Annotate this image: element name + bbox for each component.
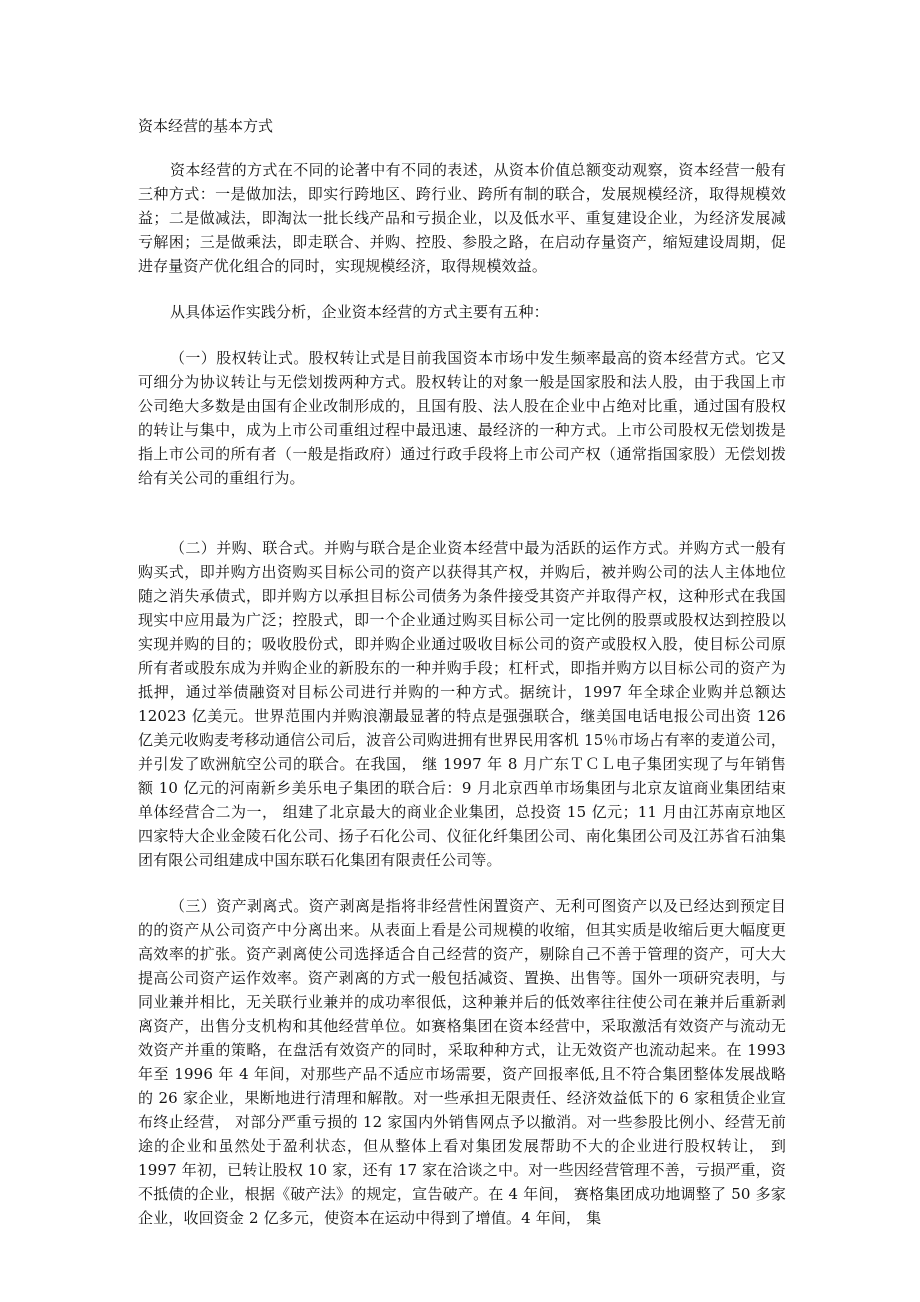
paragraph-asset-divestiture: （三）资产剥离式。资产剥离是指将非经营性闲置资产、无利可图资产以及已经达到预定目的的资产从公司资产中分离出来。从表面上看是公司规模的收缩，但其实质是收缩后更大幅度更高效率的扩张。资产剥离使公司选择适合自己经营的资产，剔除自己不善于管理的资产，可大大提高公司资产运作效率。资产剥离的方式一般包括减资、置换、出售等。国外一项研究表明，与同业兼并相比，无关联行业兼并的成功率很低，这种兼并后的低效率往往使公司在兼并后重新剥离资产，出售分支机构和其他经营单位。如赛格集团在资本经营中，采取激活有效资产与流动无效资产并重的策略，在盘活有效资产的同时，采取种种方式，让无效资产也流动起来。在 1993 年至 1996 年 4 年间，对那些产品不适应市场需要，资产回报率低,且不符合集团整体发展战略的 26 家企业，果断地进行清理和解散。对一些承担无限责任、经济效益低下的 6 家租赁企业宣布终止经营， 对部分严重亏损的 12 家国内外销售网点予以撤消。对一些参股比例小、经营无前途的企业和虽然处于盈利状态，但从整体上看对集团发展帮助不大的企业进行股权转让， 到 1997 年初，已转让股权 10 家，还有 17 家在洽谈之中。对一些因经营管理不善，亏损严重，资不抵债的企业，根据《破产法》的规定，宣告破产。在 4 年间， 赛格集团成功地调整了 50 多家企业，收回资金 2 亿多元，使资本在运动中得到了增值。4 年间， 集 [138,897,786,1227]
document-page [138,114,786,1230]
paragraph-merger: （二）并购、联合式。并购与联合是企业资本经营中最为活跃的运作方式。并购方式一般有购买式，即并购方出资购买目标公司的资产以获得其产权，并购后，被并购公司的法人主体地位随之消失承债式，即并购方以承担目标公司债务为条件接受其资产并取得产权，这种形式在我国现实中应用最为广泛；控股式，即一个企业通过购买目标公司一定比例的股票或股权达到控股以实现并购的目的；吸收股份式，即并购企业通过吸收目标公司的资产或股权入股，使目标公司原所有者或股东成为并购企业的新股东的一种并购手段；杠杆式，即指并购方以目标公司的资产为抵押，通过举债融资对目标公司进行并购的一种方式。据统计，1997 年全球企业购并总额达 12023 亿美元。世界范围内并购浪潮最显著的特点是强强联合，继美国电话电报公司出资 126 亿美元收购麦考移动通信公司后，波音公司购进拥有世界民用客机 15％市场占有率的麦道公司，并引发了欧洲航空公司的联合。在我国， 继 1997 年 8 月广东ＴＣＬ电子集团实现了与年销售额 10 亿元的河南新乡美乐电子集团的联合后：9 月北京西单市场集团与北京友谊商业集团结束单体经营合二为一， 组建了北京最大的商业企业集团，总投资 15 亿元；11 月由江苏南京地区四家特大企业金陵石化公司、扬子石化公司、仪征化纤集团公司、南化集团公司及江苏省石油集团有限公司组建成中国东联石化集团有限责任公司等。 [138,539,786,869]
paragraph-intro: 资本经营的方式在不同的论著中有不同的表述，从资本价值总额变动观察，资本经营一般有三种方式：一是做加法，即实行跨地区、跨行业、跨所有制的联合，发展规模经济，取得规模效益；二是做减法，即淘汰一批长线产品和亏损企业，以及低水平、重复建设企业，为经济发展减亏解困；三是做乘法，即走联合、并购、控股、参股之路，在启动存量资产，缩短建设周期，促进存量资产优化组合的同时，实现规模经济，取得规模效益。 [138,161,786,275]
paragraph-equity-transfer: （一）股权转让式。股权转让式是目前我国资本市场中发生频率最高的资本经营方式。它又可细分为协议转让与无偿划拨两种方式。股权转让的对象一般是国家股和法人股，由于我国上市公司绝大多数是由国有企业改制形成的，且国有股、法人股在企业中占绝对比重，通过国有股权的转让与集中，成为上市公司重组过程中最迅速、最经济的一种方式。上市公司股权无偿划拨是指上市公司的所有者（一般是指政府）通过行政手段将上市公司产权（通常指国家股）无偿划拨给有关公司的重组行为。 [138,349,786,487]
document-title: 资本经营的基本方式 [138,117,274,135]
paragraph-overview: 从具体运作实践分析，企业资本经营的方式主要有五种： [170,303,549,321]
